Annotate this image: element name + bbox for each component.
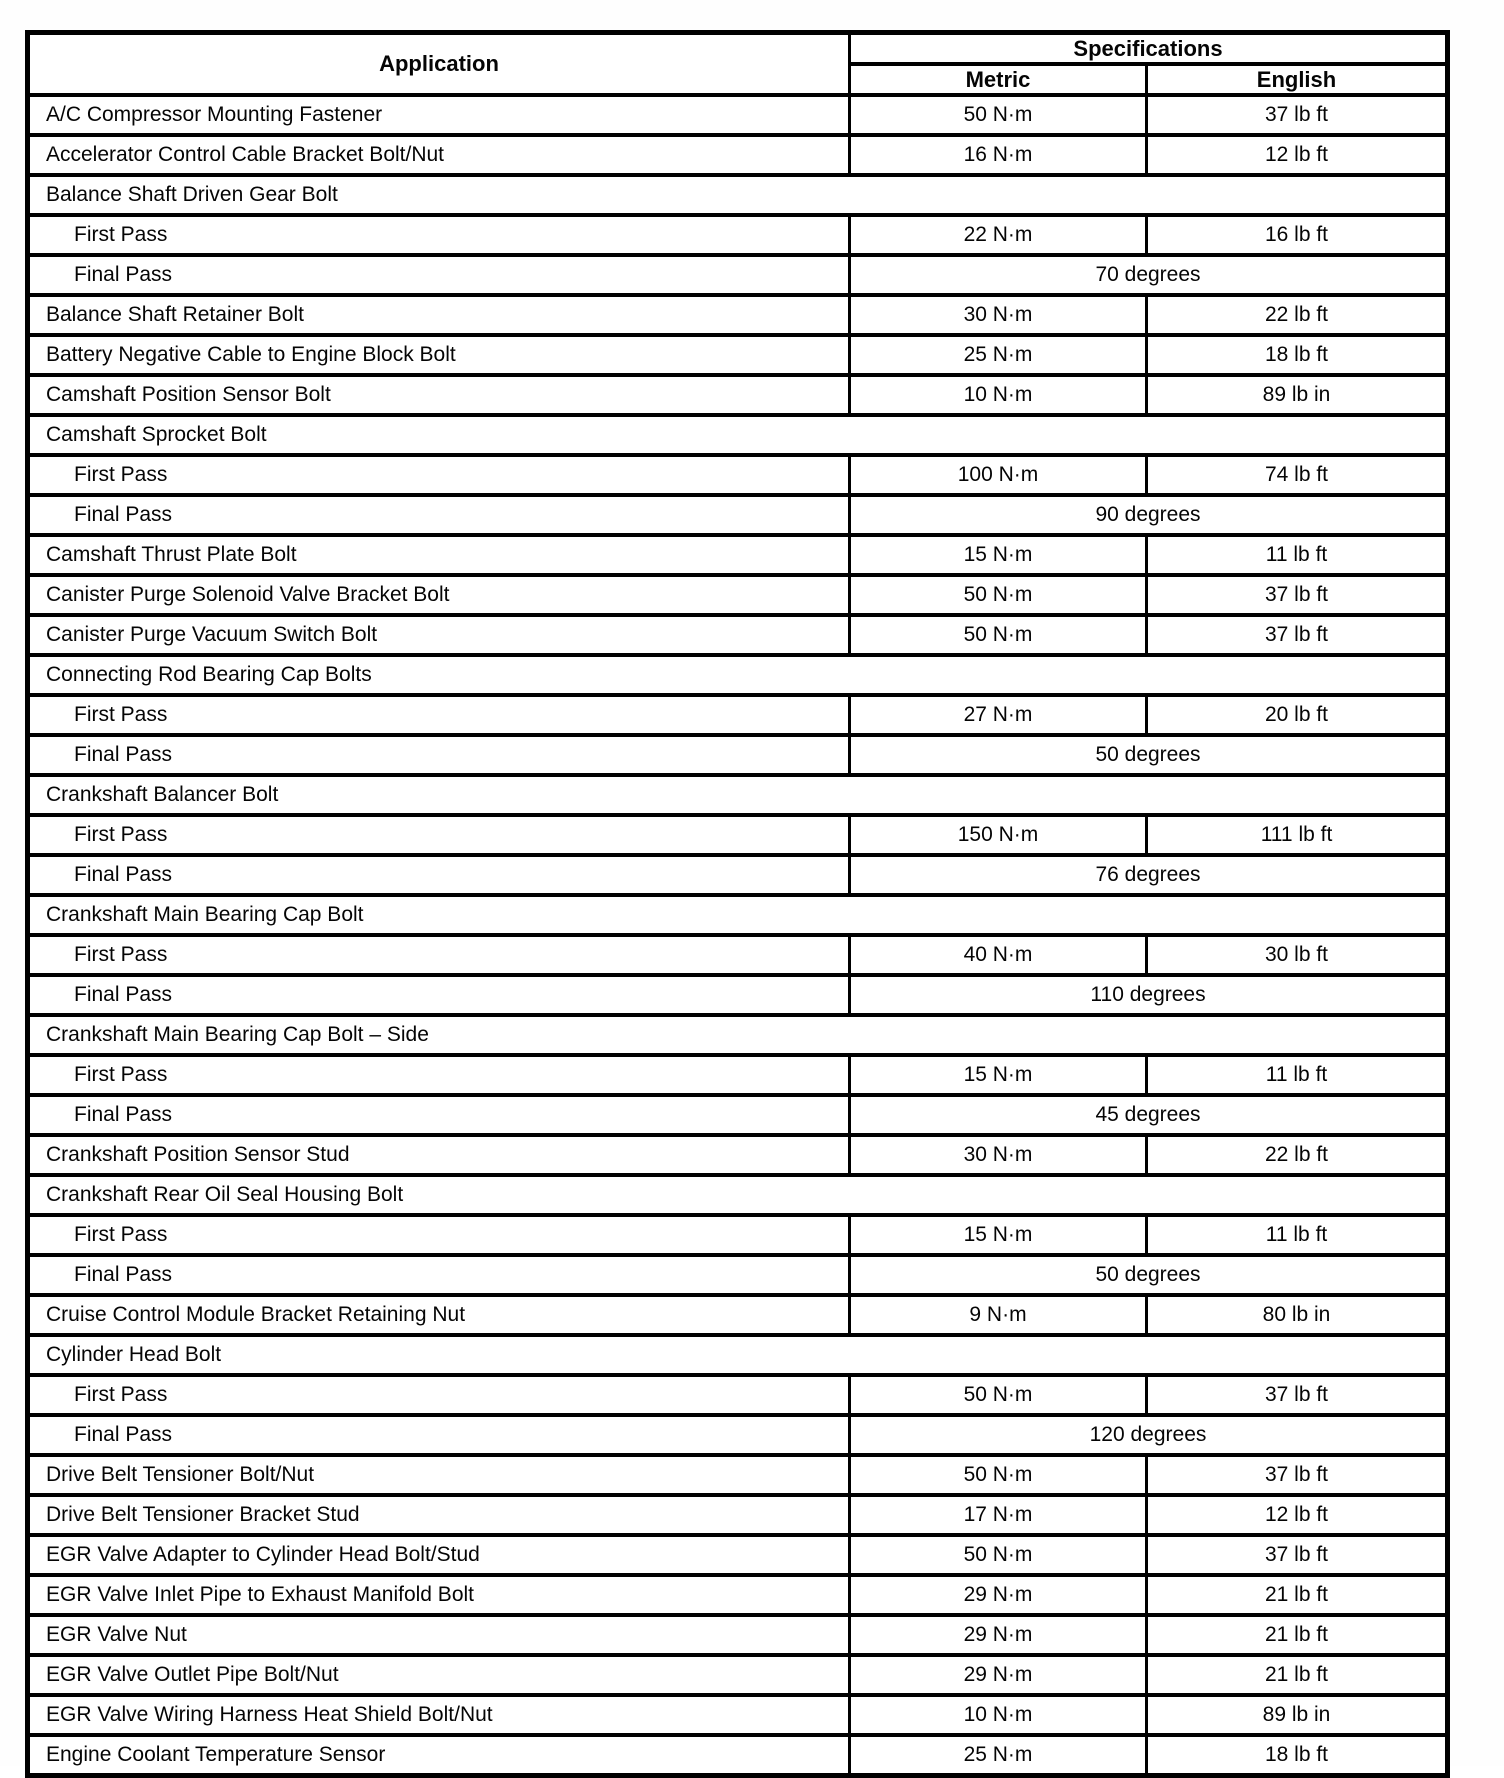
english-value-cell: 74 lb ft — [1147, 455, 1448, 495]
application-cell: Engine Coolant Temperature Sensor — [28, 1735, 850, 1776]
metric-value-cell: 50 N·m — [850, 95, 1147, 135]
application-section-cell: Crankshaft Balancer Bolt — [28, 775, 1448, 815]
table-row — [28, 455, 1448, 495]
application-cell: Final Pass — [28, 495, 850, 535]
table-row — [28, 1735, 1448, 1776]
table-row — [28, 1695, 1448, 1735]
specifications-header: Specifications — [850, 33, 1448, 65]
english-value-cell: 11 lb ft — [1147, 535, 1448, 575]
application-cell: Final Pass — [28, 1415, 850, 1455]
spec-span-value-cell: 70 degrees — [850, 255, 1448, 295]
metric-value-cell: 27 N·m — [850, 695, 1147, 735]
metric-value-cell: 30 N·m — [850, 295, 1147, 335]
english-value-cell: 12 lb ft — [1147, 1495, 1448, 1535]
application-cell: Final Pass — [28, 255, 850, 295]
section-row — [28, 175, 1448, 215]
application-section-cell: Crankshaft Rear Oil Seal Housing Bolt — [28, 1175, 1448, 1215]
table-row — [28, 375, 1448, 415]
table-row — [28, 1375, 1448, 1415]
section-row — [28, 775, 1448, 815]
application-cell: First Pass — [28, 1055, 850, 1095]
application-cell: EGR Valve Adapter to Cylinder Head Bolt/Stud — [28, 1535, 850, 1575]
table-row — [28, 1095, 1448, 1135]
application-cell: First Pass — [28, 455, 850, 495]
metric-value-cell: 29 N·m — [850, 1615, 1147, 1655]
spec-span-value-cell: 90 degrees — [850, 495, 1448, 535]
application-cell: Final Pass — [28, 855, 850, 895]
table-row — [28, 95, 1448, 135]
english-value-cell: 89 lb in — [1147, 375, 1448, 415]
metric-column-header: Metric — [850, 64, 1147, 95]
table-row — [28, 935, 1448, 975]
table-row — [28, 855, 1448, 895]
english-value-cell: 21 lb ft — [1147, 1575, 1448, 1615]
metric-value-cell: 100 N·m — [850, 455, 1147, 495]
application-cell: Final Pass — [28, 975, 850, 1015]
header-row-1 — [28, 33, 1448, 65]
table-row — [28, 295, 1448, 335]
english-value-cell: 37 lb ft — [1147, 1455, 1448, 1495]
application-section-cell: Camshaft Sprocket Bolt — [28, 415, 1448, 455]
english-value-cell: 18 lb ft — [1147, 335, 1448, 375]
application-cell: Balance Shaft Retainer Bolt — [28, 295, 850, 335]
application-cell: Crankshaft Position Sensor Stud — [28, 1135, 850, 1175]
table-row — [28, 495, 1448, 535]
metric-value-cell: 25 N·m — [850, 1735, 1147, 1776]
application-section-cell: Balance Shaft Driven Gear Bolt — [28, 175, 1448, 215]
english-value-cell: 37 lb ft — [1147, 1375, 1448, 1415]
section-row — [28, 895, 1448, 935]
application-cell: Battery Negative Cable to Engine Block Bolt — [28, 335, 850, 375]
table-row — [28, 535, 1448, 575]
english-value-cell: 37 lb ft — [1147, 95, 1448, 135]
table-row — [28, 615, 1448, 655]
metric-value-cell: 50 N·m — [850, 1535, 1147, 1575]
spec-span-value-cell: 50 degrees — [850, 1255, 1448, 1295]
table-body — [28, 95, 1448, 1776]
table-row — [28, 1255, 1448, 1295]
metric-value-cell: 29 N·m — [850, 1655, 1147, 1695]
english-value-cell: 80 lb in — [1147, 1295, 1448, 1335]
table-row — [28, 815, 1448, 855]
application-cell: Canister Purge Vacuum Switch Bolt — [28, 615, 850, 655]
spec-span-value-cell: 76 degrees — [850, 855, 1448, 895]
application-section-cell: Crankshaft Main Bearing Cap Bolt – Side — [28, 1015, 1448, 1055]
table-header — [28, 33, 1448, 96]
metric-value-cell: 22 N·m — [850, 215, 1147, 255]
english-value-cell: 18 lb ft — [1147, 1735, 1448, 1776]
table-row — [28, 1575, 1448, 1615]
metric-value-cell: 40 N·m — [850, 935, 1147, 975]
table-row — [28, 975, 1448, 1015]
application-cell: First Pass — [28, 1215, 850, 1255]
metric-value-cell: 15 N·m — [850, 1055, 1147, 1095]
table-row — [28, 215, 1448, 255]
application-cell: Drive Belt Tensioner Bracket Stud — [28, 1495, 850, 1535]
english-value-cell: 21 lb ft — [1147, 1655, 1448, 1695]
application-cell: Final Pass — [28, 735, 850, 775]
metric-value-cell: 10 N·m — [850, 1695, 1147, 1735]
application-cell: Drive Belt Tensioner Bolt/Nut — [28, 1455, 850, 1495]
application-cell: First Pass — [28, 215, 850, 255]
application-cell: A/C Compressor Mounting Fastener — [28, 95, 850, 135]
english-value-cell: 22 lb ft — [1147, 1135, 1448, 1175]
metric-value-cell: 25 N·m — [850, 335, 1147, 375]
table-row — [28, 1455, 1448, 1495]
application-section-cell: Connecting Rod Bearing Cap Bolts — [28, 655, 1448, 695]
table-row — [28, 1655, 1448, 1695]
table-row — [28, 1215, 1448, 1255]
table-row — [28, 735, 1448, 775]
section-row — [28, 415, 1448, 455]
application-section-cell: Crankshaft Main Bearing Cap Bolt — [28, 895, 1448, 935]
application-cell: First Pass — [28, 695, 850, 735]
english-value-cell: 20 lb ft — [1147, 695, 1448, 735]
section-row — [28, 1335, 1448, 1375]
application-cell: EGR Valve Wiring Harness Heat Shield Bolt/Nut — [28, 1695, 850, 1735]
metric-value-cell: 17 N·m — [850, 1495, 1147, 1535]
metric-value-cell: 50 N·m — [850, 615, 1147, 655]
spec-span-value-cell: 45 degrees — [850, 1095, 1448, 1135]
application-cell: EGR Valve Outlet Pipe Bolt/Nut — [28, 1655, 850, 1695]
table-row — [28, 1615, 1448, 1655]
english-value-cell: 11 lb ft — [1147, 1215, 1448, 1255]
metric-value-cell: 50 N·m — [850, 575, 1147, 615]
table-row — [28, 1055, 1448, 1095]
metric-value-cell: 30 N·m — [850, 1135, 1147, 1175]
english-column-header: English — [1147, 64, 1448, 95]
metric-value-cell: 15 N·m — [850, 1215, 1147, 1255]
metric-value-cell: 50 N·m — [850, 1375, 1147, 1415]
english-value-cell: 12 lb ft — [1147, 135, 1448, 175]
table-row — [28, 1535, 1448, 1575]
metric-value-cell: 10 N·m — [850, 375, 1147, 415]
application-column-header: Application — [28, 33, 850, 96]
application-cell: Camshaft Position Sensor Bolt — [28, 375, 850, 415]
metric-value-cell: 15 N·m — [850, 535, 1147, 575]
metric-value-cell: 16 N·m — [850, 135, 1147, 175]
english-value-cell: 37 lb ft — [1147, 1535, 1448, 1575]
english-value-cell: 111 lb ft — [1147, 815, 1448, 855]
table-row — [28, 1295, 1448, 1335]
application-cell: Final Pass — [28, 1255, 850, 1295]
table-row — [28, 335, 1448, 375]
table-row — [28, 575, 1448, 615]
application-section-cell: Cylinder Head Bolt — [28, 1335, 1448, 1375]
application-cell: EGR Valve Inlet Pipe to Exhaust Manifold Bolt — [28, 1575, 850, 1615]
application-cell: First Pass — [28, 935, 850, 975]
section-row — [28, 1015, 1448, 1055]
metric-value-cell: 29 N·m — [850, 1575, 1147, 1615]
application-cell: Cruise Control Module Bracket Retaining Nut — [28, 1295, 850, 1335]
table-row — [28, 1135, 1448, 1175]
english-value-cell: 21 lb ft — [1147, 1615, 1448, 1655]
table-row — [28, 135, 1448, 175]
english-value-cell: 16 lb ft — [1147, 215, 1448, 255]
application-cell: First Pass — [28, 815, 850, 855]
english-value-cell: 30 lb ft — [1147, 935, 1448, 975]
english-value-cell: 11 lb ft — [1147, 1055, 1448, 1095]
metric-value-cell: 150 N·m — [850, 815, 1147, 855]
application-cell: Final Pass — [28, 1095, 850, 1135]
application-cell: Accelerator Control Cable Bracket Bolt/Nut — [28, 135, 850, 175]
application-cell: EGR Valve Nut — [28, 1615, 850, 1655]
application-cell: First Pass — [28, 1375, 850, 1415]
metric-value-cell: 9 N·m — [850, 1295, 1147, 1335]
section-row — [28, 655, 1448, 695]
spec-span-value-cell: 50 degrees — [850, 735, 1448, 775]
table-row — [28, 1495, 1448, 1535]
table-row — [28, 1415, 1448, 1455]
table-row — [28, 695, 1448, 735]
english-value-cell: 22 lb ft — [1147, 295, 1448, 335]
torque-spec-table — [25, 30, 1450, 1778]
spec-span-value-cell: 120 degrees — [850, 1415, 1448, 1455]
english-value-cell: 37 lb ft — [1147, 575, 1448, 615]
spec-span-value-cell: 110 degrees — [850, 975, 1448, 1015]
section-row — [28, 1175, 1448, 1215]
table-row — [28, 255, 1448, 295]
english-value-cell: 89 lb in — [1147, 1695, 1448, 1735]
application-cell: Camshaft Thrust Plate Bolt — [28, 535, 850, 575]
application-cell: Canister Purge Solenoid Valve Bracket Bolt — [28, 575, 850, 615]
metric-value-cell: 50 N·m — [850, 1455, 1147, 1495]
english-value-cell: 37 lb ft — [1147, 615, 1448, 655]
